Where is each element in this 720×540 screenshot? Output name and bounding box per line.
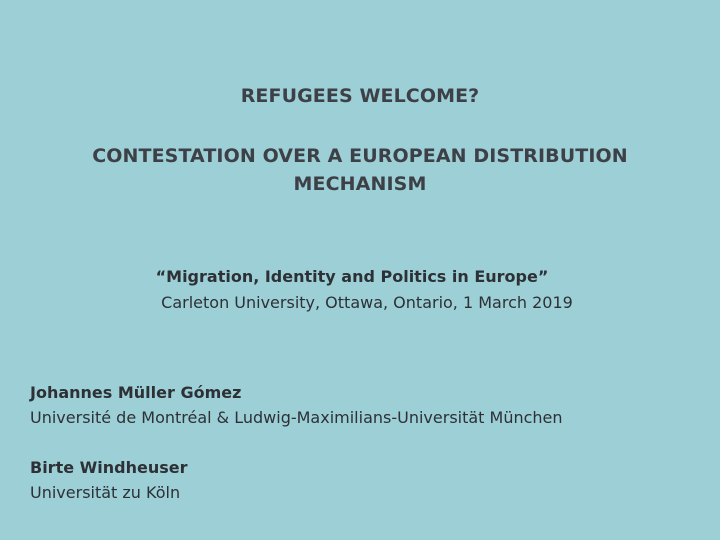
author-name: Johannes Müller Gómez — [30, 383, 242, 402]
event-name: “Migration, Identity and Politics in Europe” — [155, 267, 549, 286]
author-entry — [30, 455, 700, 505]
author-spacer — [30, 430, 700, 455]
title-line-2: CONTESTATION OVER A EUROPEAN DISTRIBUTION MECHANISM — [92, 145, 628, 195]
author-name: Birte Windheuser — [30, 458, 188, 477]
title-line-1: REFUGEES WELCOME? — [240, 85, 480, 107]
title-spacer — [0, 110, 720, 142]
author-list — [30, 380, 700, 505]
event-venue: Carleton University, Ottawa, Ontario, 1 March 2019 — [161, 293, 573, 312]
slide-title — [0, 82, 720, 198]
author-entry — [30, 380, 700, 430]
author-affiliation: Université de Montréal & Ludwig-Maximilians-Universität München — [30, 408, 563, 427]
event-info — [0, 264, 720, 316]
author-affiliation: Universität zu Köln — [30, 483, 181, 502]
